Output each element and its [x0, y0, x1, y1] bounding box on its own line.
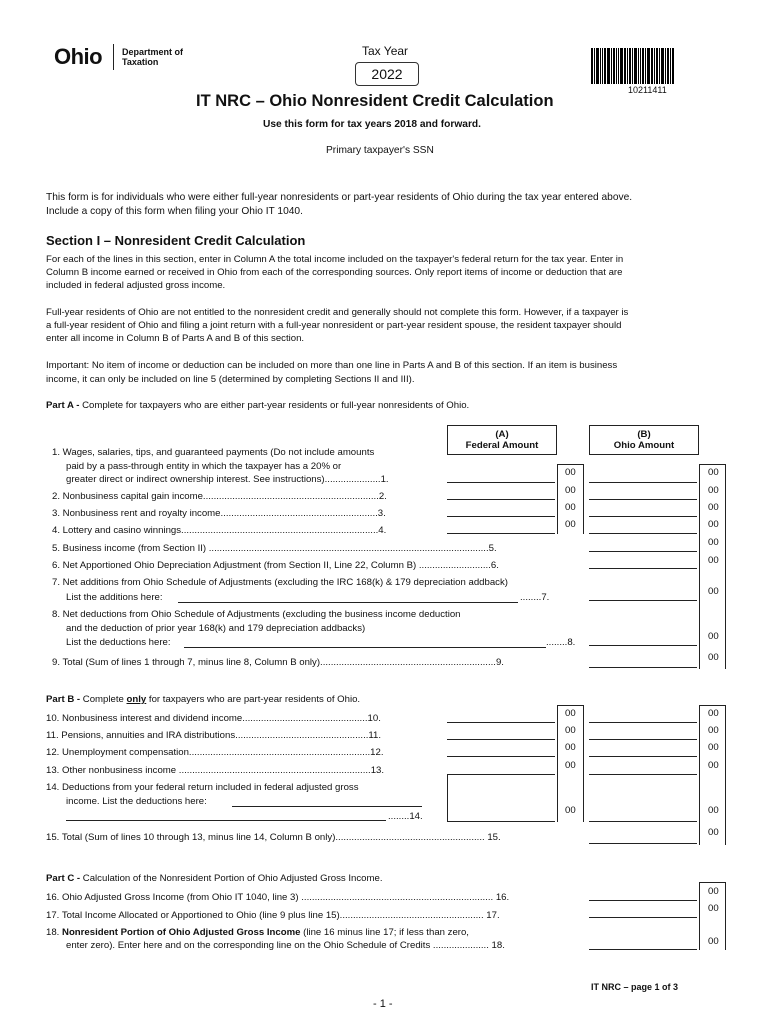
ohio-logo: Ohio: [54, 44, 103, 69]
line-13-text: 13. Other nonbusiness income ........................................................................13.: [46, 765, 385, 776]
line-8-text-d: ........8.: [546, 637, 576, 648]
line-4-col-b-input[interactable]: [589, 533, 697, 534]
line-7-additions-input[interactable]: [178, 602, 518, 603]
section-1-p2-2: a full-year resident of Ohio and filing a joint return with a full-year nonresident or part-year resident spouse, the resident taxpayer should: [46, 320, 622, 331]
part-b-col-a-cents-divider: [557, 705, 558, 822]
line-10-col-a-input[interactable]: [447, 722, 555, 723]
line-13-col-a-input[interactable]: [447, 774, 555, 775]
tax-year-field[interactable]: 2022: [355, 62, 419, 86]
line-16-input[interactable]: [589, 900, 697, 901]
line-2-col-b-input[interactable]: [589, 499, 697, 500]
line-11-col-a-cents: 00: [565, 725, 576, 736]
column-b-name: Ohio Amount: [613, 440, 675, 451]
line-14-col-b-cents: 00: [708, 805, 719, 816]
line-14-col-a-left: [447, 774, 448, 822]
col-b-cents-right: [725, 464, 726, 669]
section-1-p2-3: enter all income in Column B of Parts A and B of this section.: [46, 333, 305, 344]
line-7-text-c: ........7.: [520, 592, 550, 603]
line-18-text-b: enter zero). Enter here and on the corresponding line on the Ohio Schedule of Credits ..................... 18.: [66, 940, 505, 951]
part-b-col-b-cents-right: [725, 705, 726, 845]
line-9-col-b-cents: 00: [708, 652, 719, 663]
column-a-letter: (A): [495, 429, 509, 440]
line-5-col-b-cents: 00: [708, 537, 719, 548]
line-17-text: 17. Total Income Allocated or Apportioned to Ohio (line 9 plus line 15)...................................................... 17.: [46, 910, 500, 921]
part-b-heading: Part B - Complete only for taxpayers who are part-year residents of Ohio.: [46, 694, 361, 705]
col-b-cents-divider: [699, 464, 700, 669]
line-9-col-b-input[interactable]: [589, 667, 697, 668]
line-6-col-b-cents: 00: [708, 555, 719, 566]
line-16-text: 16. Ohio Adjusted Gross Income (from Ohio IT 1040, line 3) ........................................................................ 16.: [46, 892, 510, 903]
line-4-col-a-input[interactable]: [447, 533, 555, 534]
line-9-text: 9. Total (Sum of lines 1 through 7, minus line 8, Column B only)..................................................................9.: [52, 657, 504, 668]
line-14-deductions-input-a[interactable]: [232, 806, 422, 807]
form-code: 10211411: [628, 85, 667, 95]
line-14-col-b-input[interactable]: [589, 821, 697, 822]
intro-line-1: This form is for individuals who were either full-year nonresidents or part-year residents of Ohio during the tax year entered above.: [46, 192, 633, 203]
taxation-label: Taxation: [122, 57, 159, 67]
line-14-col-a-input[interactable]: [447, 821, 555, 822]
line-1-col-a-cents: 00: [565, 467, 576, 478]
part-c-cents-right: [725, 882, 726, 950]
line-10-text: 10. Nonbusiness interest and dividend income...............................................10.: [46, 713, 381, 724]
col-a-cents-right: [583, 464, 584, 534]
line-8-text-c: List the deductions here:: [66, 637, 171, 648]
line-6-text: 6. Net Apportioned Ohio Depreciation Adjustment (from Section II, Line 22, Column B) ...........................6.: [52, 560, 499, 571]
part-c-heading: Part C - Calculation of the Nonresident Portion of Ohio Adjusted Gross Income.: [46, 873, 383, 884]
line-1-col-b-input[interactable]: [589, 482, 697, 483]
line-1-text-a: 1. Wages, salaries, tips, and guaranteed payments (Do not include amounts: [52, 447, 375, 458]
section-1-p1-2: Column B income earned or received in Ohio from each of the corresponding sources. Only report items of income or deduction that are: [46, 267, 623, 278]
line-11-col-b-cents: 00: [708, 725, 719, 736]
section-1-p1-3: included in federal adjusted gross income.: [46, 280, 226, 291]
barcode: [591, 48, 691, 84]
line-17-cents: 00: [708, 903, 719, 914]
line-2-col-a-input[interactable]: [447, 499, 555, 500]
line-4-col-a-cents: 00: [565, 519, 576, 530]
line-17-input[interactable]: [589, 917, 697, 918]
line-18-cents: 00: [708, 936, 719, 947]
line-12-col-a-input[interactable]: [447, 756, 555, 757]
line-14-text-b: income. List the deductions here:: [66, 796, 207, 807]
line-5-col-b-input[interactable]: [589, 551, 697, 552]
line-7-col-b-cents: 00: [708, 586, 719, 597]
line-12-col-a-cents: 00: [565, 742, 576, 753]
intro-line-2: Include a copy of this form when filing your Ohio IT 1040.: [46, 206, 303, 217]
line-7-text-b: List the additions here:: [66, 592, 163, 603]
part-b-col-b-top-rule: [699, 705, 726, 706]
line-11-col-b-input[interactable]: [589, 739, 697, 740]
column-b-header: [589, 425, 699, 455]
department-label: Department of: [122, 47, 184, 57]
line-2-col-a-cents: 00: [565, 485, 576, 496]
line-13-col-b-cents: 00: [708, 760, 719, 771]
line-10-col-a-cents: 00: [565, 708, 576, 719]
line-1-text-c: greater direct or indirect ownership interest. See instructions).....................1.: [66, 474, 389, 485]
line-11-col-a-input[interactable]: [447, 739, 555, 740]
line-18-text-a: 18. Nonresident Portion of Ohio Adjusted Gross Income (line 16 minus line 17; if less than zero,: [46, 927, 469, 938]
line-2-text: 2. Nonbusiness capital gain income..................................................................2.: [52, 491, 387, 502]
line-1-text-b: paid by a pass-through entity in which the taxpayer has a 20% or: [66, 461, 342, 472]
ssn-label: Primary taxpayer's SSN: [326, 145, 434, 156]
line-6-col-b-input[interactable]: [589, 568, 697, 569]
line-8-deductions-input[interactable]: [184, 647, 546, 648]
ssn-input[interactable]: [300, 160, 470, 174]
line-15-col-b-input[interactable]: [589, 843, 697, 844]
line-12-col-b-input[interactable]: [589, 756, 697, 757]
part-b-col-a-cents-right: [583, 705, 584, 822]
line-7-col-b-input[interactable]: [589, 600, 697, 601]
page-title: IT NRC – Ohio Nonresident Credit Calculation: [196, 92, 554, 110]
line-12-text: 12. Unemployment compensation....................................................................12.: [46, 747, 384, 758]
line-3-text: 3. Nonbusiness rent and royalty income...........................................................3.: [52, 508, 386, 519]
tax-year-label: Tax Year: [362, 44, 409, 58]
page-label: IT NRC – page 1 of 3: [591, 982, 679, 992]
line-8-text-b: and the deduction of prior year 168(k) and 179 depreciation addbacks): [66, 623, 366, 634]
line-10-col-b-cents: 00: [708, 708, 719, 719]
page-number: - 1 -: [373, 998, 393, 1010]
line-8-col-b-input[interactable]: [589, 645, 697, 646]
line-7-text-a: 7. Net additions from Ohio Schedule of Adjustments (excluding the IRC 168(k) & 179 depreciation addback): [52, 577, 508, 588]
line-1-col-b-cents: 00: [708, 467, 719, 478]
column-a-name: Federal Amount: [465, 440, 539, 451]
column-a-header: [447, 425, 557, 455]
line-13-col-a-cents: 00: [565, 760, 576, 771]
line-4-text: 4. Lottery and casino winnings..........................................................................4.: [52, 525, 387, 536]
line-3-col-a-input[interactable]: [447, 516, 555, 517]
line-14-col-a-cents: 00: [565, 805, 576, 816]
line-3-col-a-cents: 00: [565, 502, 576, 513]
part-a-heading: Part A - Complete for taxpayers who are either part-year residents or full-year nonresidents of Ohio.: [46, 400, 470, 411]
col-b-top-rule: [699, 464, 726, 465]
line-8-text-a: 8. Net deductions from Ohio Schedule of Adjustments (excluding the business income deduction: [52, 609, 461, 620]
part-c-cents-divider: [699, 882, 700, 950]
line-11-text: 11. Pensions, annuities and IRA distributions..................................................11.: [46, 730, 382, 741]
line-8-col-b-cents: 00: [708, 631, 719, 642]
line-15-col-b-cents: 00: [708, 827, 719, 838]
section-1-p1-1: For each of the lines in this section, enter in Column A the total income included on the taxpayer's federal return for the tax year. Enter in: [46, 254, 624, 265]
line-14-deductions-input-b[interactable]: [66, 820, 386, 821]
line-14-text-a: 14. Deductions from your federal return included in federal adjusted gross: [46, 782, 359, 793]
line-10-col-b-input[interactable]: [589, 722, 697, 723]
line-15-text: 15. Total (Sum of lines 10 through 13, minus line 14, Column B only)........................................................ 15.: [46, 832, 501, 843]
line-12-col-b-cents: 00: [708, 742, 719, 753]
line-13-col-b-input[interactable]: [589, 774, 697, 775]
line-3-col-b-cents: 00: [708, 502, 719, 513]
col-a-cents-divider: [557, 464, 558, 534]
line-2-col-b-cents: 00: [708, 485, 719, 496]
line-3-col-b-input[interactable]: [589, 516, 697, 517]
part-b-col-a-top-rule: [557, 705, 584, 706]
column-b-letter: (B): [637, 429, 651, 440]
logo-divider: [113, 44, 114, 70]
section-1-p2-1: Full-year residents of Ohio are not entitled to the nonresident credit and generally should not complete this form. However, if a taxpayer is: [46, 307, 629, 318]
part-c-top-rule: [699, 882, 726, 883]
line-14-text-c: ........14.: [388, 811, 423, 822]
section-1-p3-1: Important: No item of income or deduction can be included on more than one line in Parts A and B of this section. If an item is business: [46, 360, 618, 371]
line-4-col-b-cents: 00: [708, 519, 719, 530]
part-b-col-b-cents-divider: [699, 705, 700, 845]
page-subtitle: Use this form for tax years 2018 and forward.: [263, 119, 481, 130]
section-1-heading: Section I – Nonresident Credit Calculation: [46, 233, 306, 248]
section-1-p3-2: income, it can only be included on line 5 (determined by completing Sections II and III).: [46, 374, 415, 385]
line-1-col-a-input[interactable]: [447, 482, 555, 483]
line-18-input[interactable]: [589, 949, 697, 950]
line-16-cents: 00: [708, 886, 719, 897]
line-5-text: 5. Business income (from Section II) .........................................................................................................5.: [52, 543, 497, 554]
